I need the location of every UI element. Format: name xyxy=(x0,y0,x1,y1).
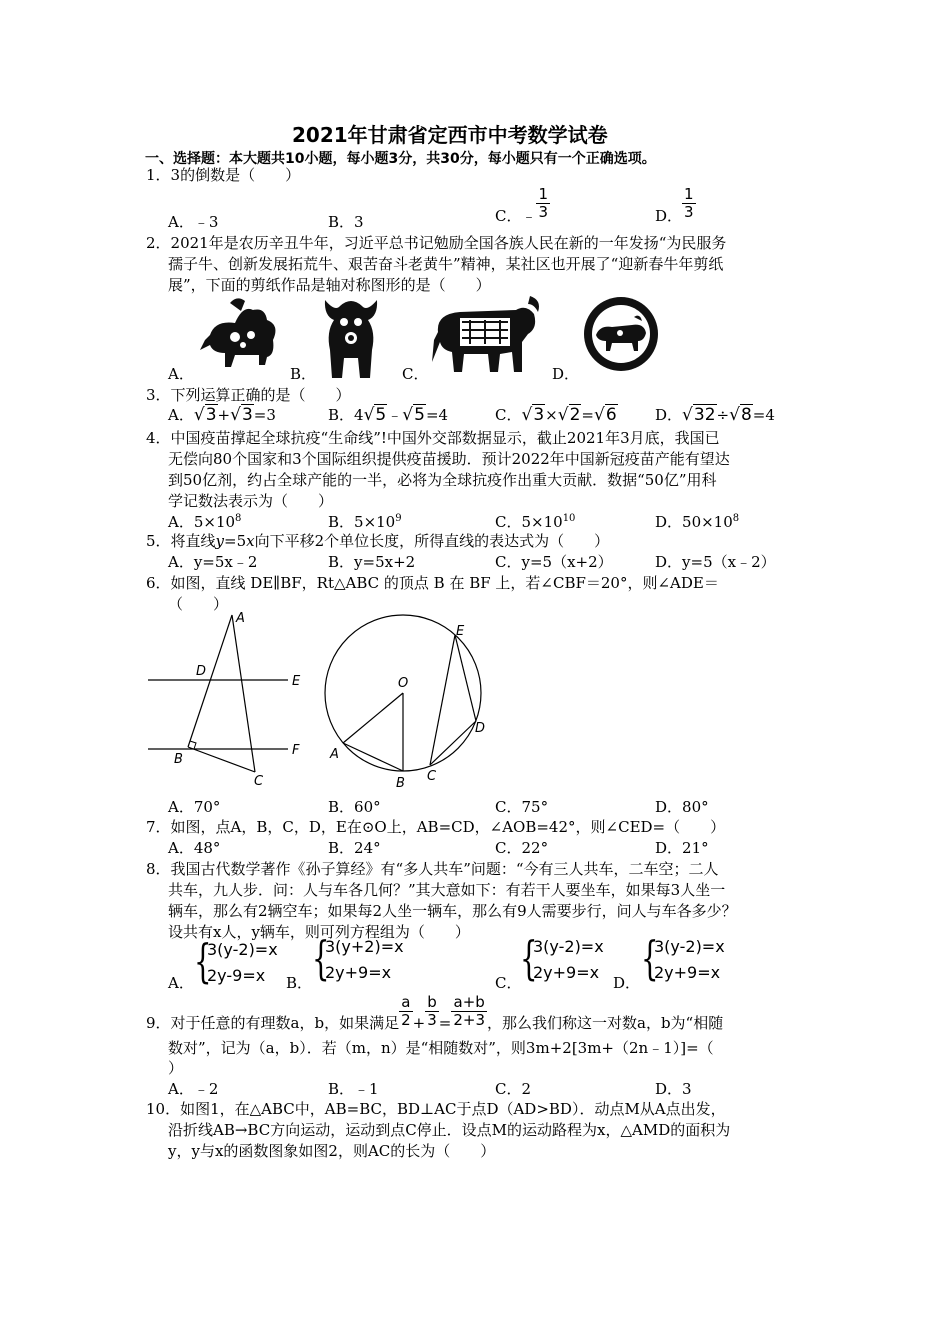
q2-line-2: 孺子牛、创新发展拓荒牛、艰苦奋斗老黄牛”精神，某社区也开展了“迎新春牛年剪纸 xyxy=(168,255,724,273)
q4-option-a-text: A．5×10 xyxy=(168,513,236,531)
q1-option-c xyxy=(495,185,550,225)
q8-option-d-label: D． xyxy=(613,974,641,992)
fraction-numerator: a+b xyxy=(451,994,487,1012)
label-a: A xyxy=(236,611,245,626)
q2-option-a: A． xyxy=(168,365,194,383)
q10-line-1: 10．如图1，在△ABC中，AB=BC，BD⊥AC于点D（AD>BD）．动点M从A点出发， xyxy=(146,1100,726,1118)
fraction-denominator: 3 xyxy=(684,203,694,221)
q8-option-a-label: A． xyxy=(168,974,194,992)
plus-sign: + xyxy=(412,1013,426,1032)
brace-icon: { xyxy=(520,931,538,985)
q4-line-2: 无偿向80个国家和3个国际组织提供疫苗援助．预计2022年中国新冠疫苗产能有望达 xyxy=(168,450,730,468)
operator: × xyxy=(545,406,558,424)
label-a: A xyxy=(330,747,339,762)
q2-papercut-a xyxy=(195,295,285,370)
operator: + xyxy=(217,406,231,424)
fraction-sum xyxy=(451,994,487,1029)
q1-option-a: A．﹣3 xyxy=(168,213,219,231)
q10-line-2: 沿折线AB→BC方向运动，运动到点C停止．设点M的运动路程为x，△AMD的面积为 xyxy=(168,1121,731,1139)
exponent: 8 xyxy=(732,513,740,524)
label-b: B xyxy=(174,752,183,767)
q9-line-1 xyxy=(146,993,724,1032)
fraction-denominator: 2+3 xyxy=(453,1011,485,1029)
q4-option-b-text: B．5×10 xyxy=(328,513,396,531)
radicand: 3 xyxy=(205,405,217,425)
q4-option-c xyxy=(495,511,575,532)
q8-line-2: 共车，九人步．问：人与车各几何？”其大意如下：有若干人要坐车，如果每3人坐一 xyxy=(168,881,726,899)
fraction-numerator: 1 xyxy=(684,185,694,203)
radius-oa xyxy=(343,693,403,743)
fraction-denominator: 2 xyxy=(401,1011,411,1029)
q7-stem: 7．如图，点A，B，C，D，E在⊙O上，AB=CD，∠AOB=42°，则∠CED=（ ） xyxy=(146,818,726,836)
sqrt-symbol: √8 xyxy=(729,405,752,425)
q9-line-2: 数对”，记为（a，b）．若（m，n）是“相随数对”，则3m+2[3m+（2n﹣1）]=（ xyxy=(168,1039,714,1057)
q1-option-b: B．3 xyxy=(328,213,364,231)
q8-option-a-system xyxy=(207,937,278,989)
q5-stem-text: =5 xyxy=(224,532,247,550)
label-c: C xyxy=(427,769,437,784)
q5-stem-text: 5．将直线 xyxy=(146,532,216,550)
equation-1: 3(y-2)=x xyxy=(533,937,604,956)
label-c: C xyxy=(254,774,264,789)
brace-icon: { xyxy=(641,931,659,985)
q8-line-3: 辆车，那么有2辆空车；如果每2人坐一辆车，那么有9人需要步行，问人与车各多少？ xyxy=(168,902,737,920)
q2-option-b: B． xyxy=(290,365,317,383)
q2-papercut-d xyxy=(582,295,660,373)
q6-option-b: B．60° xyxy=(328,798,381,816)
label-o: O xyxy=(398,676,409,691)
exponent: 8 xyxy=(235,513,242,524)
q10-line-3: y，y与x的函数图象如图2，则AC的长为（ ） xyxy=(168,1142,496,1160)
q9-option-a: A．﹣2 xyxy=(168,1080,219,1098)
q4-line-3: 到50亿剂，约占全球产能的一半，必将为全球抗疫作出重大贡献．数据“50亿”用科 xyxy=(168,471,717,489)
sqrt-symbol: √3 xyxy=(193,405,217,425)
equation-2: 2y+9=x xyxy=(533,963,600,982)
q5-option-d: D．y=5（x﹣2） xyxy=(655,553,776,571)
q3-option-d xyxy=(655,404,775,425)
q7-option-d: D．21° xyxy=(655,839,709,857)
q1-stem: 1．3的倒数是（ ） xyxy=(146,166,301,184)
q1-option-d-label: D． xyxy=(655,206,683,225)
brace-icon: { xyxy=(194,934,212,988)
q3-option-b-label: B．4 xyxy=(328,406,364,424)
q6-figure xyxy=(140,605,315,790)
q2-papercut-c xyxy=(430,292,548,377)
label-b: B xyxy=(396,776,405,791)
q4-option-a xyxy=(168,511,241,532)
q4-option-d xyxy=(655,511,739,532)
q4-option-c-text: C．5×10 xyxy=(495,513,563,531)
q7-option-c: C．22° xyxy=(495,839,549,857)
q9-option-c: C．2 xyxy=(495,1080,532,1098)
q1-option-c-label: C．﹣ xyxy=(495,206,537,225)
chord-ab xyxy=(343,743,403,771)
label-d: D xyxy=(196,664,207,679)
q1-option-d xyxy=(655,185,696,225)
result: =3 xyxy=(253,406,276,424)
radicand: 6 xyxy=(605,405,617,425)
fraction-b-over-3 xyxy=(425,994,439,1029)
radicand: 5 xyxy=(375,405,387,425)
label-e: E xyxy=(456,624,465,639)
label-f: F xyxy=(292,743,300,758)
result: =4 xyxy=(425,406,449,424)
fraction-denominator: 3 xyxy=(538,203,549,221)
variable-y: y xyxy=(215,532,225,550)
fraction-numerator: b xyxy=(425,994,439,1012)
sqrt-symbol: √6 xyxy=(593,405,617,425)
exponent: 9 xyxy=(395,513,402,524)
q2-papercut-b xyxy=(320,292,382,382)
sqrt-symbol: √3 xyxy=(230,405,253,425)
q4-option-b xyxy=(328,511,402,532)
radicand: 3 xyxy=(533,405,545,425)
result: = xyxy=(581,406,594,424)
q8-option-b-label: B． xyxy=(286,974,313,992)
q6-line-2: （ ） xyxy=(168,595,229,613)
radicand: 8 xyxy=(740,405,752,425)
q9-line-3: ） xyxy=(168,1059,184,1077)
q5-stem xyxy=(146,530,609,552)
q5-option-b: B．y=5x+2 xyxy=(328,553,416,571)
q1-option-d-fraction xyxy=(682,186,696,221)
operator: ﹣ xyxy=(387,406,403,424)
equation-1: 3(y+2)=x xyxy=(325,937,404,956)
q8-option-b-system xyxy=(325,934,404,986)
sqrt-symbol: √32 xyxy=(682,405,716,425)
q2-option-c: C． xyxy=(402,365,429,383)
q2-line-3: 展”，下面的剪纸作品是轴对称图形的是（ ） xyxy=(168,276,491,294)
q7-figure xyxy=(318,605,498,795)
equation-2: 2y+9=x xyxy=(325,963,392,982)
equation-2: 2y-9=x xyxy=(207,966,266,985)
sqrt-symbol: √5 xyxy=(402,405,425,425)
q7-option-b: B．24° xyxy=(328,839,381,857)
page-title: 2021年甘肃省定西市中考数学试卷 xyxy=(292,123,608,147)
variable-x: x xyxy=(246,532,255,550)
fraction-numerator: 1 xyxy=(538,185,549,203)
sqrt-symbol: √2 xyxy=(557,405,581,425)
radicand: 3 xyxy=(241,405,253,425)
sqrt-symbol: √3 xyxy=(521,405,545,425)
chord-ed xyxy=(455,635,476,721)
q3-option-a xyxy=(168,404,276,425)
q4-line-4: 学记数法表示为（ ） xyxy=(168,492,334,510)
q2-option-d: D． xyxy=(552,365,580,383)
radicand: 32 xyxy=(693,405,716,425)
q9-option-b: B．﹣1 xyxy=(328,1080,379,1098)
q8-line-4: 设共有x人，y辆车，则可列方程组为（ ） xyxy=(168,923,470,941)
q6-option-d: D．80° xyxy=(655,798,709,816)
segment-ab xyxy=(188,615,232,747)
q8-line-1: 8．我国古代数学著作《孙子算经》有“多人共车”问题：“今有三人共车，二车空；二人 xyxy=(146,860,719,878)
q3-option-c-label: C． xyxy=(495,406,522,424)
equals-sign: = xyxy=(438,1013,452,1032)
q6-option-c: C．75° xyxy=(495,798,549,816)
q7-option-a: A．48° xyxy=(168,839,221,857)
q5-stem-text: 向下平移2个单位长度，所得直线的表达式为（ ） xyxy=(254,532,610,550)
q3-stem: 3．下列运算正确的是（ ） xyxy=(146,386,351,404)
q9-text: ，那么我们称这一对数a，b为“相随 xyxy=(487,1013,724,1032)
q4-line-1: 4．中国疫苗撑起全球抗疫“生命线”!中国外交部数据显示，截止2021年3月底，我国已 xyxy=(146,429,720,447)
q8-option-c-label: C． xyxy=(495,974,522,992)
q5-option-a: A．y=5x﹣2 xyxy=(168,553,258,571)
q1-option-c-fraction xyxy=(536,186,550,221)
q6-option-a: A．70° xyxy=(168,798,221,816)
fraction-numerator: a xyxy=(399,994,413,1012)
q9-option-d: D．3 xyxy=(655,1080,692,1098)
exponent: 10 xyxy=(562,513,576,524)
fraction-a-over-2 xyxy=(399,994,413,1029)
equation-2: 2y+9=x xyxy=(654,963,721,982)
section-heading: 一、选择题：本大题共10小题，每小题3分，共30分，每小题只有一个正确选项。 xyxy=(145,151,656,167)
q3-option-b xyxy=(328,404,448,425)
result: =4 xyxy=(752,406,775,424)
equation-1: 3(y-2)=x xyxy=(207,940,278,959)
q2-line-1: 2．2021年是农历辛丑牛年，习近平总书记勉励全国各族人民在新的一年发扬“为民服务 xyxy=(146,234,727,252)
q3-option-a-label: A． xyxy=(168,406,194,424)
radicand: 5 xyxy=(414,405,425,425)
brace-icon: { xyxy=(312,931,330,985)
q9-text: 9．对于任意的有理数a，b，如果满足 xyxy=(146,1013,400,1032)
q4-option-d-text: D．50×10 xyxy=(655,513,733,531)
operator: ÷ xyxy=(716,406,730,424)
fraction-denominator: 3 xyxy=(427,1011,437,1029)
sqrt-symbol: √5 xyxy=(363,405,387,425)
segment-bc xyxy=(188,747,255,772)
q8-option-c-system xyxy=(533,934,604,986)
q6-line-1: 6．如图，直线 DE∥BF，Rt△ABC 的顶点 B 在 BF 上，若∠CBF＝20°，则∠ADE＝ xyxy=(146,574,719,592)
q3-option-d-label: D． xyxy=(655,406,683,424)
label-e: E xyxy=(292,674,301,689)
q5-option-c: C．y=5（x+2） xyxy=(495,553,613,571)
label-d: D xyxy=(475,721,486,736)
q3-option-c xyxy=(495,404,618,425)
radicand: 2 xyxy=(569,405,581,425)
equation-1: 3(y-2)=x xyxy=(654,937,725,956)
q8-option-d-system xyxy=(654,934,725,986)
